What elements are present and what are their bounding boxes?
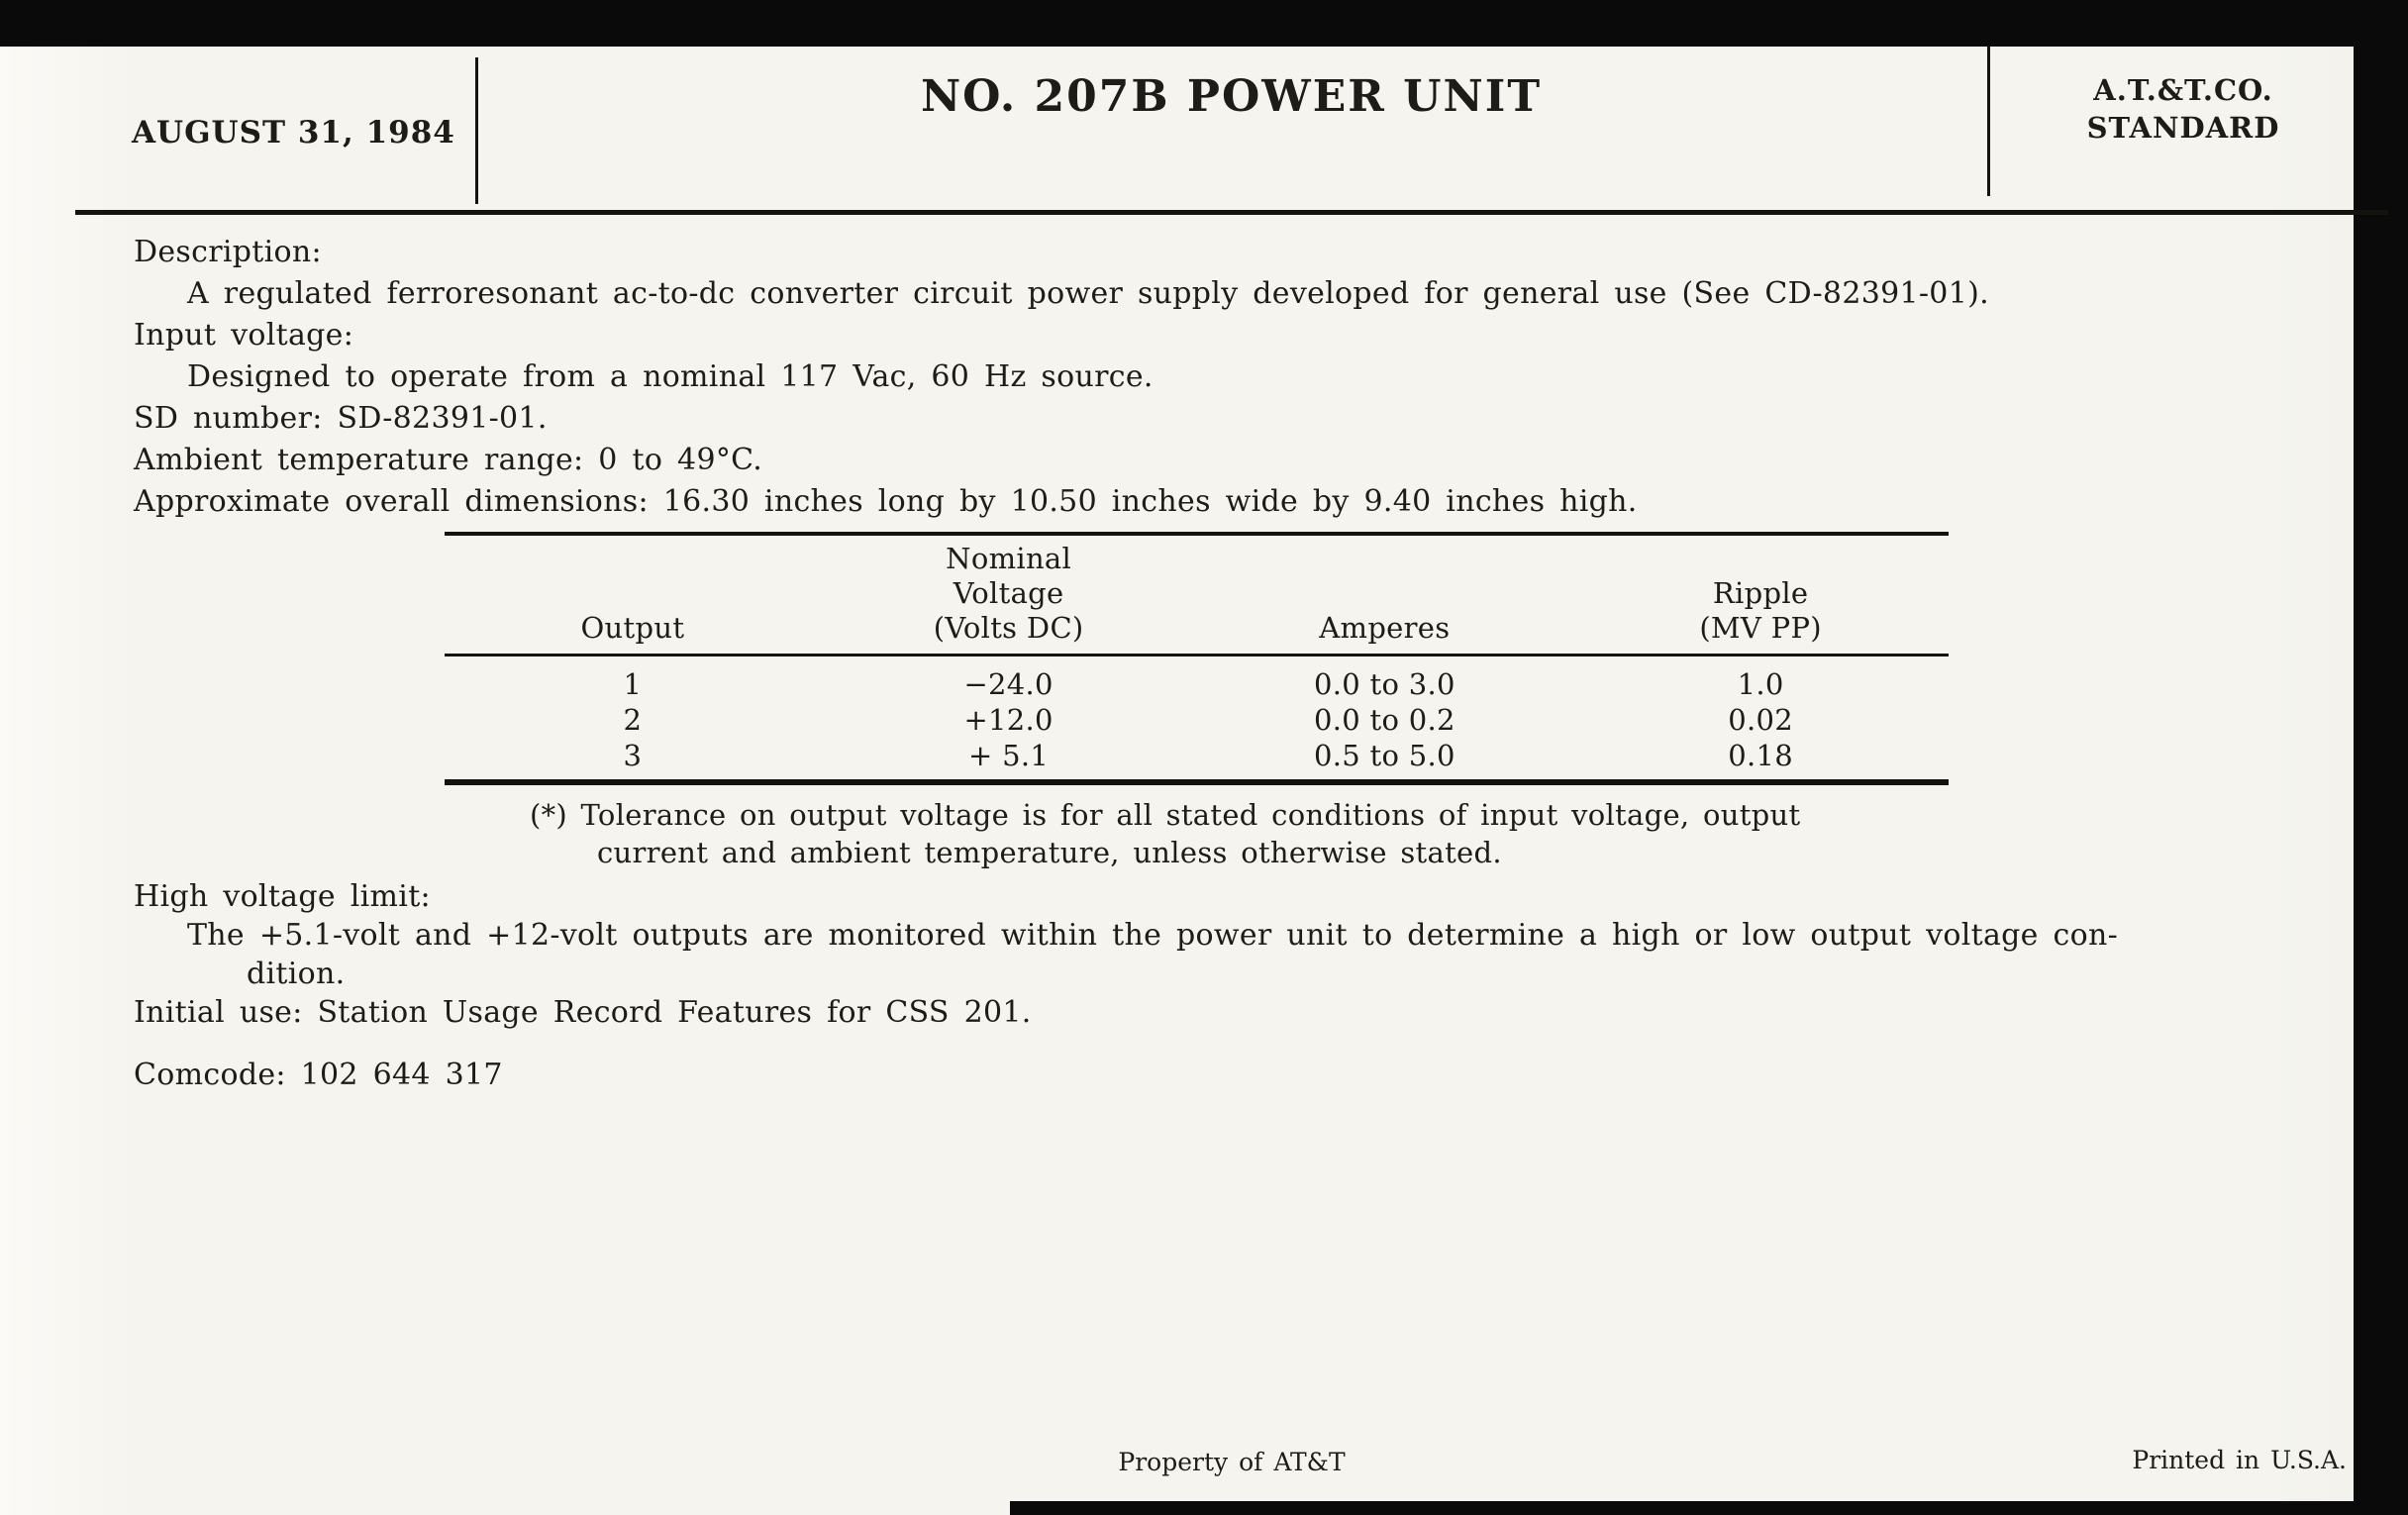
cell-amperes: 0.5 to 5.0 bbox=[1313, 739, 1455, 772]
cell-output: 1 bbox=[623, 667, 643, 701]
table-body bbox=[445, 656, 1949, 779]
cell-amperes: 0.0 to 3.0 bbox=[1313, 667, 1455, 701]
cell-ripple: 0.02 bbox=[1728, 703, 1794, 737]
header-rule bbox=[75, 210, 2388, 215]
org-name: A.T.&T.CO. bbox=[2093, 73, 2273, 107]
dimensions-line: Approximate overall dimensions: 16.30 inches long by 10.50 inches wide by 9.40 inches high. bbox=[134, 484, 1638, 519]
cell-voltage: +12.0 bbox=[963, 703, 1054, 737]
comcode-line: Comcode: 102 644 317 bbox=[134, 1058, 503, 1092]
table-header-nominal-voltage: Nominal Voltage (Volts DC) bbox=[933, 542, 1084, 645]
scan-edge-right bbox=[2354, 0, 2408, 1515]
input-voltage-text: Designed to operate from a nominal 117 Vac, 60 Hz source. bbox=[187, 359, 1154, 394]
table-footnote bbox=[530, 796, 1800, 871]
table-row bbox=[445, 702, 1949, 738]
initial-use-line: Initial use: Station Usage Record Features for CSS 201. bbox=[134, 995, 1032, 1030]
description-text: A regulated ferroresonant ac-to-dc converter circuit power supply developed for general use (See CD-82391-01). bbox=[187, 276, 1989, 311]
cell-ripple: 0.18 bbox=[1728, 739, 1794, 772]
table-row bbox=[445, 666, 1949, 702]
scan-edge-bottom bbox=[1010, 1501, 2408, 1515]
document-title: NO. 207B POWER UNIT bbox=[920, 71, 1543, 122]
cell-output: 2 bbox=[623, 703, 643, 737]
document-date: AUGUST 31, 1984 bbox=[132, 115, 455, 151]
table-header-amperes: Amperes bbox=[1319, 611, 1451, 645]
cell-amperes: 0.0 to 0.2 bbox=[1313, 703, 1455, 737]
org-standard-block bbox=[2020, 71, 2347, 147]
footnote-line-1: (*) Tolerance on output voltage is for all stated conditions of input voltage, output bbox=[530, 798, 1801, 832]
cell-voltage: + 5.1 bbox=[968, 739, 1050, 772]
sd-number-line: SD number: SD-82391-01. bbox=[134, 401, 548, 436]
ambient-temperature-line: Ambient temperature range: 0 to 49°C. bbox=[134, 443, 763, 477]
output-spec-table bbox=[445, 532, 1949, 785]
header-divider-right bbox=[1987, 46, 1990, 196]
spec-body-bottom bbox=[134, 877, 2118, 1094]
description-label: Description: bbox=[134, 235, 322, 269]
high-voltage-limit-label: High voltage limit: bbox=[134, 879, 431, 914]
table-header-output: Output bbox=[580, 611, 685, 645]
table-rule-bottom bbox=[445, 779, 1949, 785]
scan-edge-top bbox=[0, 0, 2408, 47]
printed-in-usa: Printed in U.S.A. bbox=[2132, 1446, 2347, 1474]
table-header-ripple: Ripple (MV PP) bbox=[1699, 576, 1822, 645]
spec-body-top bbox=[134, 232, 1989, 523]
high-voltage-limit-text: The +5.1-volt and +12-volt outputs are monitored within the power unit to determine a high or low output voltage con- bbox=[187, 918, 2119, 953]
footnote-line-2: current and ambient temperature, unless otherwise stated. bbox=[597, 836, 1502, 869]
cell-output: 3 bbox=[623, 739, 643, 772]
cell-voltage: −24.0 bbox=[963, 667, 1054, 701]
property-notice: Property of AT&T bbox=[1118, 1448, 1346, 1476]
cell-ripple: 1.0 bbox=[1737, 667, 1784, 701]
table-row bbox=[445, 738, 1949, 773]
input-voltage-label: Input voltage: bbox=[134, 318, 354, 353]
table-header-row bbox=[445, 536, 1949, 646]
org-standard: STANDARD bbox=[2086, 111, 2280, 145]
high-voltage-limit-text-cont: dition. bbox=[247, 957, 346, 991]
